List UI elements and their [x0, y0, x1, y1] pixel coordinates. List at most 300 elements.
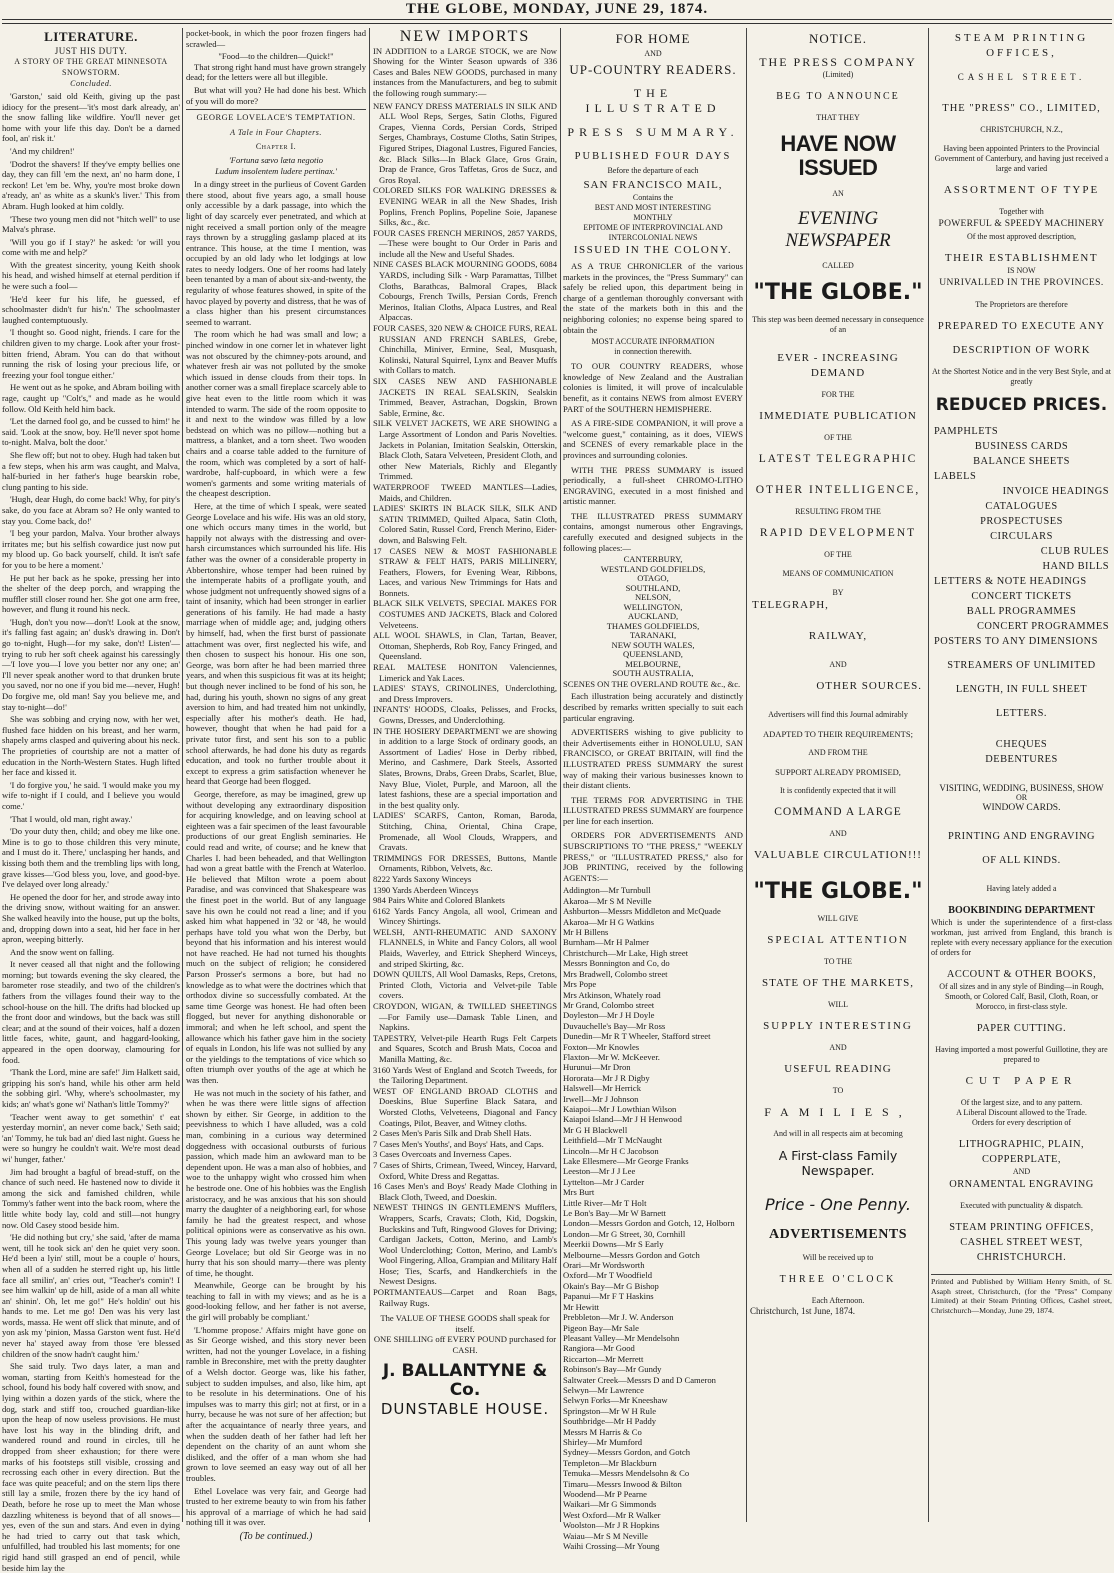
import-item: 984 Pairs White and Colored Blankets — [373, 895, 505, 906]
summary-head-1: FOR HOME — [615, 31, 691, 46]
summary-para: TO OUR COUNTRY READERS, whose knowledge of New Zealand and the Australian colonies is limited, it will prove of incalculable benefit, as it contains NEWS from almost EVERY PART of the SOUTHERN HEMISPHERE. — [563, 361, 743, 414]
import-item: NINE CASES BLACK MOURNING GOODS, 6084 YARDS, including Silk - Warp Paramattas, Tillbet Cloths, Barathcas, Balmoral Crapes, Black Cobourgs, French Twills, Persian Cords, French Merinos, Italian Cloths, Alpaca Lustres, and Real Alpaccas. — [373, 259, 557, 323]
import-item: WEST OF ENGLAND BROAD CLOTHS and Doeskins, Blue Superfine Black Satara, and Worsted Cloths, Velveteens, Diagonal and Fancy Coatings, Pilot, Beaver, and Witney cloths. — [373, 1085, 557, 1128]
agent-entry: Leeston—Mr J J Lee — [563, 1166, 636, 1177]
notice-evening: EVENING NEWSPAPER — [785, 208, 891, 251]
column-divider — [928, 28, 929, 1522]
notice-andfrom: AND FROM THE — [808, 748, 868, 757]
printing-guillotine: Having imported a most powerful Guillotine, they are prepared to — [935, 1045, 1108, 1064]
story-paragraph: She flew off; but not to obey. Hugh had taken but a few steps, when his arm was caught, and Malva, half-buried in her father's huge bearskin robe, clung panting to his side. — [2, 449, 180, 492]
agent-entry: Akaroa—Mr S M Neville — [563, 895, 652, 906]
printing-and: AND — [1012, 1167, 1031, 1176]
place-name: THAMES GOLDFIELDS, — [606, 620, 700, 631]
masthead: THE GLOBE, MONDAY, JUNE 29, 1874. — [405, 1, 709, 17]
printing-debentures: DEBENTURES — [985, 754, 1058, 765]
summary-intercolonial: INTERCOLONIAL NEWS — [608, 233, 698, 242]
story-subtitle: A Tale in Four Chapters. — [230, 127, 322, 137]
import-item: 7 Cases Men's Youths', and Boys' Hats, and Caps. — [373, 1138, 544, 1149]
chapter-paragraph: Ethel Lovelace was very fair, and George had trusted to her extreme beauty to win from his father his approval of a marriage of which he had said nothing till it was over. — [186, 1485, 366, 1528]
import-item: 16 Cases Men's and Boys' Ready Made Clothing in Black Cloth, Tweed, and Doeskin. — [373, 1181, 557, 1202]
summary-para: WITH THE PRESS SUMMARY is issued periodically, a full-sheet CHROMO-LITHO ENGRAVING, executed in a most finished and artistic manner. — [563, 464, 743, 507]
agent-entry: Burnham—Mr H Palmer — [563, 937, 649, 948]
printing-intro: Having been appointed Printers to the Provincial Government of Canterbury, and having just received a large and varied — [934, 144, 1109, 173]
printing-assortment: ASSORTMENT OF TYPE — [943, 184, 1100, 196]
agent-entry: Melbourne—Messrs Gordon and Gotch — [563, 1249, 700, 1260]
agent-entry: Waikari—Mr G Simmonds — [563, 1499, 657, 1510]
agent-entry: Dunedin—Mr R T Wheeler, Stafford street — [563, 1031, 711, 1042]
column-divider — [182, 28, 183, 1522]
printing-powerful: POWERFUL & SPEEDY MACHINERY — [938, 219, 1105, 229]
import-item: SILK VELVET JACKETS, WE ARE SHOWING a Large Assortment of London and Paris Novelties. Jackets in Polanian, Imitation Sealskin, Otterskin, Black Cloth, Satara Velveteen, President Cloth, and other New Materials, Richly and Elegantly Trimmed. — [373, 418, 557, 482]
summary-para: AS A FIRE-SIDE COMPANION, it will prove a "welcome guest," containing, as it does, VIEWS and SCENES of every remarkable place in the provinces and surrounding colonies. — [563, 418, 743, 460]
summary-para: Each illustration being accurately and distinctly described by remarks written specially to suit each particular engraving. — [563, 691, 743, 723]
story-body — [2, 91, 180, 1573]
agent-entry: Selwyn—Mr Lawrence — [563, 1384, 644, 1395]
printing-sizes: Of all sizes and in any style of Binding—in Rough, Smooth, or Colored Calf, Basil, Cloth, Roan, or Morocco, in first-class style. — [939, 982, 1104, 1011]
printing-cut: CUT PAPER — [965, 1075, 1078, 1087]
summary-issued: ISSUED IN THE COLONY. — [573, 244, 733, 256]
notice-advertisers: Advertisers will find this Journal admirably — [768, 710, 908, 719]
printing-service-item: CONCERT PROGRAMMES — [976, 621, 1109, 632]
printing-discount: A Liberal Discount allowed to the Trade. — [956, 1108, 1087, 1117]
printing-bookbinding-text: Which is under the superintendence of a first-class workman, just arrived from England, this branch is replete with every necessary appliance for the execution of orders for — [931, 918, 1112, 957]
notice-three: THREE O'CLOCK — [779, 1274, 897, 1285]
notice-railway: RAILWAY, — [808, 630, 868, 642]
chapter-heading: Chapter I. — [255, 142, 297, 152]
notice-support: SUPPORT ALREADY PROMISED, — [775, 767, 901, 777]
place-name: MELBOURNE, — [625, 658, 681, 669]
printing-press: THE "PRESS" CO., LIMITED, — [942, 103, 1101, 114]
notice-telegraph: TELEGRAPH, — [752, 599, 829, 611]
agent-entry: Prebbleton—Mr J. W. Anderson — [563, 1312, 674, 1323]
agent-entry: Christchurch—Mr Lake, High street — [563, 947, 689, 958]
agent-entry: Southbridge—Mr H Paddy — [563, 1416, 657, 1427]
agent-entry: Lincoln—Mr H C Jacobson — [563, 1145, 659, 1156]
import-item: NEWEST THINGS IN GENTLEMEN'S Mufflers, Wrappers, Scarfs, Cravats; Cloth, Kid, Dogskin, Buckskins and Tuft, Ringwood Gloves for Driving; Cardigan Jackets, Cotton, Merino, and Lamb's Wool Underclothing; Cotton, Merino, and Lamb's Wool Fingering, Alloa, Grampian and Military Half Hose; Ties, Scarfs, and Handkerchiefs in the Newest Designs. — [373, 1202, 557, 1287]
imports-title: NEW IMPORTS — [399, 28, 531, 45]
story-paragraph: He went out as he spoke, and Abram boiling with rage, caught up "Colt's," and made as he would follow. Old Keith held him back. — [2, 382, 180, 414]
printing-letters: LETTERS. — [995, 708, 1048, 719]
printing-reduced: REDUCED PRICES. — [935, 395, 1108, 415]
notice-of: OF THE — [824, 433, 852, 442]
agent-entry: Lake Ellesmere—Mr George Franks — [563, 1156, 689, 1166]
agent-entry: Messrs M Harris & Co — [563, 1426, 642, 1437]
chapter-paragraph: Meanwhile, George can be brought by his teaching to fall in with my views; and as he is a good-looking fellow, and her father is not averse, the girl will probably be compliant.' — [186, 1280, 366, 1323]
notice-by: BY — [832, 588, 844, 597]
place-name: WELLINGTON, — [623, 601, 683, 612]
story-paragraph: And the snow went on falling. — [10, 946, 115, 957]
notice-means: MEANS OF COMMUNICATION — [782, 569, 894, 578]
notice-step: This step was been deemed necessary in consequence of an — [752, 315, 924, 334]
notice-received: Will be received up to — [802, 1253, 874, 1262]
printing-service-item: PROSPECTUSES — [980, 516, 1063, 527]
notice-globe-2: "THE GLOBE." — [753, 879, 923, 904]
notice-and: AND — [829, 660, 847, 669]
printing-service-item: HAND BILLS — [1042, 561, 1109, 572]
agent-entry: Pleasant Valley—Mr Mendelsohn — [563, 1332, 680, 1343]
printing-street: CASHEL STREET. — [957, 72, 1086, 82]
agent-entry: Springston—Mr W H Rule — [563, 1405, 657, 1416]
printing-steam: STEAM PRINTING OFFICES, — [949, 1222, 1094, 1233]
place-name: TARANAKI, — [629, 630, 677, 641]
summary-places — [563, 555, 743, 679]
notice-and2: AND — [829, 829, 847, 838]
printing-service-item: POSTERS TO ANY DIMENSIONS — [934, 636, 1098, 647]
place-name: WESTLAND GOLDFIELDS, — [600, 563, 706, 574]
notice-sources: OTHER SOURCES. — [816, 680, 922, 692]
story-paragraph: She said truly. Two days later, a man and woman, starting from Keith's homestead for the school, found his body half covered with snow, and lying within a dozen yards of the stick, where the dog, stark and stiff too, crouched guardian-like upon the heap of now useless provisions. He must have lost his way in the blinding drift, and wandered round and round in circles, till he dropped from sheer exhaustion; for there were marks of his footsteps still visible, crossing and recrossing each other in every direction. But the face was quite peaceful; and on the stern lips there still lay a smile, frozen there by the icy hand of Death, before he rose up to meet the Man whose dazzling whiteness is beyond that of all snows—yes, even of the sun and stars. And even in dying he had tried to carry out that task which, unfulfilled, had troubled his last moments; for one rigid hand still grasped an end of pencil, while beside him lay the — [2, 1361, 180, 1573]
notice-an: AN — [832, 189, 844, 198]
printing-bookbinding: BOOKBINDING DEPARTMENT — [948, 905, 1095, 916]
summary-connection: in connection therewith. — [614, 347, 692, 357]
summary-head-2: AND — [644, 49, 662, 58]
story-paragraph: 'Hugh, don't you now—don't! Look at the snow, it's falling fast again; an' dusk's drawing in. Don't go to-night, Hugh—for my sake, don't! Listen'—trying to rub her soft cheek against his caressingly—'I love you—I love you better nor any one; an' I'll never speak another word to that drunken brute you saved, nor no one if you bid me—never, Hugh! Do forgive me, old man! Say you believe me, and stay to-night—do!' — [2, 616, 180, 712]
import-item: INFANTS' HOODS, Cloaks, Pelisses, and Frocks, Gowns, Dresses, and Underclothing. — [373, 704, 557, 725]
story-paragraph: 'Do your duty then, child; and obey me like one. Mine is to go to those children this very minute, and I must do it. There,' unclasping her hands, and kissing both them and the trembling lips with long, grave kisses—'God bless you, love, and good-bye. I've delayed over long already.' — [2, 826, 180, 890]
agent-entry: Halswell—Mr Herrick — [563, 1083, 642, 1094]
notice-willgive: WILL GIVE — [817, 914, 859, 923]
story-paragraph: 'I do forgive you,' he said. 'I would make you my wife to-night if I could, and I believe you would come.' — [2, 779, 180, 811]
notice-to: TO — [832, 1086, 844, 1095]
summary-epitome: EPITOME OF INTERPROVINCIAL AND — [583, 223, 723, 232]
summary-monthly: MONTHLY — [633, 213, 673, 222]
place-name: AUCKLAND, — [627, 611, 679, 622]
story-paragraph: 'He did nothing but cry,' she said, 'after de mama went, till he took sick an' den he quiet very soon. He'd been a lyin' still, mout be a couple o' hours, when all of a sudden he sterred right up, his little face all smilin', an' cries out, "Teacher's comin'! I see him walkin' up de hill, aside of a man all white an' shinin'. Oh, let me go!" He's holdin' out his hands to me. Let me go! Den was his very last words, massa. He went off slick that minute, and of yon ask my 'pinion, Massa Garston went fust. He'd never ha' stayed away from those 'ere blessed children of the snow hadn't caught him.' — [2, 1232, 180, 1359]
import-item: SIX CASES NEW AND FASHIONABLE JACKETS IN REAL SEALSKIN, Sealskin Trimmed, Beaver, Astrachan, Dogskin, Brown Sable, Ermine, &c. — [373, 376, 557, 418]
story-quote: "Food—to the children—Quick!" — [218, 51, 334, 62]
agent-entry: Woolston—Mr J R Hopkins — [563, 1520, 660, 1531]
agent-entry: Okain's Bay—Mr G Bishop — [563, 1280, 659, 1291]
printing-streamers-2: LENGTH, IN FULL SHEET — [955, 684, 1088, 695]
story-paragraph: 'That I would, old man, right away.' — [10, 813, 133, 824]
printing-service-item: PAMPHLETS — [934, 426, 999, 437]
summary-title-2: PRESS SUMMARY. — [567, 125, 739, 139]
imports-discount: ONE SHILLING off EVERY POUND purchased for CASH. — [373, 1334, 557, 1356]
summary-para: ADVERTISERS wishing to give publicity to their Advertisements either in HONOLULU, SAN FRANCISCO, or GREAT BRITAIN, will find the ILLUSTRATED PRESS SUMMARY the surest way of making their various businesses known to their distant clients. — [563, 727, 743, 791]
agent-entry: Mr H Billens — [563, 927, 609, 938]
printing-window: WINDOW CARDS. — [982, 803, 1061, 813]
story-paragraph: 'Let the darned fool go, and be cussed to him!' he said. 'Look at the snow, boy. He'll never spot home to-night. Malva, bolt the door.' — [2, 416, 180, 448]
printing-service-item: INVOICE HEADINGS — [1002, 486, 1109, 497]
agent-entry: Hororata—Mr J R Digby — [563, 1072, 650, 1083]
agent-entry: Mr Hewitt — [563, 1301, 600, 1312]
printing-cheques: CHEQUES — [995, 739, 1048, 750]
chapter-paragraph: 'L'homme propose.' Affairs might have gone on as Sir George wished, and this story never been written, had not the younger Lovelace, in a fishing ramble in Breconshire, met with the pretty daughter of a Welsh doctor. George was, like his father, subject to sudden impulses, and also, like him, apt to be resolute in his determinations. One of his impulses was to marry this girl; not at first, or in a hurry, because he was not sure of her affection; but after the acquaintance of nearly three years, and when the sudden death of her father had left her dependent on the charity of an aunt whom she disliked, and the offer of a man whom she had grown to love seemed an easy way out of all her troubles. — [186, 1324, 366, 1483]
summary-para: ORDERS FOR ADVERTISEMENTS AND SUBSCRIPTIONS TO "THE PRESS," "WEEKLY PRESS," or "ILLUSTRATED PRESS," also for JOB PRINTING, received by the following AGENTS:— — [563, 830, 743, 883]
agent-entry: Irwell—Mr J Johnson — [563, 1093, 639, 1104]
place-name: NEW SOUTH WALES, — [611, 639, 695, 650]
agent-entry: London—Messrs Gordon and Gotch, 12, Holborn — [563, 1218, 735, 1229]
notice-special: SPECIAL ATTENTION — [767, 934, 909, 946]
agent-entry: Le Bon's Bay—Mr W Barnett — [563, 1208, 666, 1219]
story-paragraph: That strong right hand must have grown strangely dead; for the letters were all but illegible. — [186, 61, 366, 83]
import-item: COLORED SILKS FOR WALKING DRESSES & EVENING WEAR in all the New Shades, Irish Poplins, French Poplins, Popeline Soie, Japanese Silks, &c., &c. — [373, 185, 557, 228]
agent-entry: Templeton—Mr Blackburn — [563, 1457, 657, 1468]
section-title: LITERATURE. — [44, 29, 138, 44]
notice-price: Price - One Penny. — [764, 1195, 911, 1214]
printing-description: DESCRIPTION OF WORK — [952, 345, 1091, 356]
agent-entry: Doyleston—Mr J H Doyle — [563, 1010, 655, 1021]
summary-before: Before the departure of each — [607, 166, 699, 175]
printing-engraving: PRINTING AND ENGRAVING — [947, 831, 1096, 842]
agent-entry: Messrs Bonnington and Co, do — [563, 958, 670, 969]
agent-entry: Leithfield—Mr T McNaught — [563, 1135, 662, 1146]
printing-together: Together with — [999, 207, 1044, 216]
chapter-body — [186, 179, 366, 1528]
notice-company: THE PRESS COMPANY — [759, 55, 917, 69]
summary-contains: Contains the — [632, 193, 674, 202]
printing-isnow: IS NOW — [1007, 266, 1036, 275]
notice-aim: And will in all respects aim at becoming — [773, 1129, 903, 1138]
story-paragraph: 'I thought so. Good night, friends. I care for the children given to my charge. Look after your frost-bitten friend, Abram. You can do that without running the risk of losing your precious life, or freezing your fool tongue either.' — [2, 327, 180, 380]
import-item: FOUR CASES, 320 NEW & CHOICE FURS, REAL RUSSIAN AND FRENCH SABLES, Grebe, Chinchilla, Miniver, Ermine, Seal, Musquash, Kolinski, Natural Squirrel, Lynx and Beaver Muffs with Collars to match. — [373, 323, 557, 376]
printing-service-item: LABELS — [934, 471, 977, 482]
agent-entry: Ashburton—Messrs Middleton and McQuade — [563, 906, 721, 917]
printing-visiting: VISITING, WEDDING, BUSINESS, SHOW — [939, 783, 1104, 793]
notice-tothe: TO THE — [824, 957, 852, 966]
import-item: REAL MALTESE HONITON Valenciennes, Limerick and Yak Laces. — [373, 662, 557, 683]
story-paragraph: But what will you? He had done his best. Which of you will do more? — [186, 84, 366, 106]
printing-title: STEAM PRINTING OFFICES, — [954, 32, 1089, 59]
import-item: PORTMANTEAUS—Carpet and Roan Bags, Railway Rugs. — [373, 1287, 557, 1308]
story-paragraph: Jim had brought a bagful of bread-stuff, on the chance of such need. He hastened now to divide it among the sick and famished children, while Tommy's father went into the back room, where the little white body lay, cold and still—not hungry now. Old Casey stood beside him. — [2, 1166, 180, 1230]
agent-entry: Flaxton—Mr W. McKeever. — [563, 1051, 660, 1062]
printing-service-item: BALL PROGRAMMES — [966, 606, 1077, 617]
notice-each: Each Afternoon. — [811, 1296, 865, 1305]
chapter-motto: 'Fortuna sævo læta negotio Ludum insolentem ludere pertinax.' — [215, 154, 337, 176]
agent-entry: Mrs Atkinson, Whately road — [563, 989, 661, 1000]
notice-valuable: VALUABLE CIRCULATION!!! — [754, 849, 922, 861]
printing-service-item: LETTERS & NOTE HEADINGS — [934, 576, 1087, 587]
agent-entry: Little River—Mr T Holt — [563, 1197, 647, 1208]
agent-entry: Mr G H Blackwell — [563, 1124, 628, 1135]
imports-value: The VALUE OF THESE GOODS shall speak for itself. — [380, 1313, 550, 1334]
import-item: 2 Cases Men's Paris Silk and Drab Shell Hats. — [373, 1128, 532, 1139]
printing-service-item: CLUB RULES — [1040, 546, 1109, 557]
continued-note: (To be continued.) — [239, 1530, 313, 1542]
story-paragraph: She was sobbing and crying now, with her wet, flushed face hidden on his breast, and her warm, shapely arms clasped and quivering about his neck. The proprieties of courtship are not a matter of education in the North-Western States. Hugh lifted her face and kissed it. — [2, 714, 180, 778]
agent-entry: Shirley—Mr Mumford — [563, 1436, 643, 1447]
notice-latest: LATEST TELEGRAPHIC — [758, 453, 918, 465]
notice-demand: EVER - INCREASING DEMAND — [777, 352, 899, 379]
printing-service-item: CATALOGUES — [985, 501, 1058, 512]
masthead-rule-2 — [2, 23, 1112, 24]
summary-column — [563, 28, 743, 1552]
printing-column — [931, 28, 1112, 1523]
agent-entry: Timaru—Messrs Inwood & Bilton — [563, 1478, 682, 1489]
import-item: LADIES' STAYS, CRINOLINES, Underclothing, and Dress Improvers. — [373, 683, 557, 704]
notice-resulting: RESULTING FROM THE — [795, 507, 881, 516]
import-item: 1390 Yards Aberdeen Winceys — [373, 884, 479, 895]
agent-entry: Foxton—Mr Knowles — [563, 1041, 640, 1052]
printing-prepared: PREPARED TO EXECUTE ANY — [937, 321, 1106, 332]
printing-cashel: CASHEL STREET WEST, — [960, 1237, 1083, 1248]
notice-family: A First-class Family Newspaper. — [778, 1148, 898, 1178]
story-paragraph: 'I beg your pardon, Malva. Your brother always irritates me; but his selfish cowardice just now put my blood up. Go back yourself, child. It isn't safe for you to be here a moment.' — [2, 528, 180, 570]
temptation-column — [186, 28, 366, 1542]
story-title: JUST HIS DUTY. — [54, 45, 128, 56]
agents-list — [563, 885, 743, 1551]
story-paragraph: 'Garston,' said old Keith, giving up the past idiocy for the present—'it's most dark already, an' the snow falling like wildfire. You'll never get home with your life this day. Don't be a darned fool, an' risk it.' — [2, 90, 180, 144]
import-item: 17 CASES NEW & MOST FASHIONABLE STRAW & FELT HATS, PARIS MILLINERY, Feathers, Flowers, for Evening Wear, Ribbons, Laces, and various New Trimmings for Hats and Bonnets. — [373, 545, 557, 598]
import-item: 8222 Yards Saxony Winceys — [373, 873, 472, 884]
agent-entry: Waiau—Mr S M Neville — [563, 1530, 648, 1541]
agent-entry: Mrs Burt — [563, 1187, 595, 1198]
notice-that: THAT THEY — [816, 113, 860, 122]
import-item: LADIES' SKIRTS IN BLACK SILK, SILK AND SATIN TRIMMED, Quilted Alpaca, Satin Cloth, Colored Satin, Russel Cord, French Merino, Eider-down, and Balswing Felt. — [373, 503, 557, 545]
notice-ofthe: OF THE — [824, 550, 852, 559]
agent-entry: Mrs Pope — [563, 979, 597, 990]
agent-entry: Selwyn Forks—Mr Kneeshaw — [563, 1395, 668, 1406]
import-item: 3 Cases Overcoats and Inverness Capes. — [373, 1149, 512, 1160]
printing-service-item: CONCERT TICKETS — [971, 591, 1072, 602]
agent-entry: Kaiapoi—Mr J Lowthian Wilson — [563, 1103, 677, 1114]
import-item: 3160 Yards West of England and Scotch Tweeds, for the Tailoring Department. — [373, 1064, 557, 1086]
printing-service-item: BUSINESS CARDS — [974, 441, 1069, 452]
import-item: BLACK SILK VELVETS, SPECIAL MAKES FOR COSTUMES AND JACKETS, Black and Colored Velveteens. — [373, 598, 557, 630]
story-lead: pocket-book, in which the poor frozen fingers had scrawled— — [186, 28, 366, 49]
summary-para: THE TERMS FOR ADVERTISING in THE ILLUSTRATED PRESS SUMMARY are fourpence per line for each insertion. — [563, 794, 743, 826]
column-divider — [746, 28, 747, 1522]
printing-largest: Of the largest size, and to any pattern. — [960, 1098, 1083, 1107]
printing-approved: Of the most approved description, — [966, 232, 1077, 241]
agent-entry: Papanui—Mr F T Haskins — [563, 1291, 654, 1302]
story-paragraph: He put her back as he spoke, pressing her into the shelter of the deep porch, and wrapping the muffler still closer round her. She got one arm free, however, and flung it round his neck. — [2, 572, 180, 615]
story-ending — [186, 62, 366, 106]
notice-immediate: IMMEDIATE PUBLICATION — [759, 410, 917, 422]
import-item: CROYDON, WIGAN, & TWILLED SHEETINGS—For Family use—Damask Table Linen, and Napkins. — [373, 1001, 557, 1033]
agent-entry: Mrs Bradwell, Colombo street — [563, 968, 668, 979]
place-name: SOUTHLAND, — [625, 582, 681, 593]
notice-for: FOR THE — [821, 390, 855, 399]
agent-entry: Kaiapoi Island—Mr J H Henwood — [563, 1114, 682, 1125]
story-paragraph: 'These two young men did not "hitch well" to use Malva's phrase. — [2, 213, 180, 235]
firm-name: J. BALLANTYNE & Co. — [382, 1360, 548, 1400]
agent-entry: Orari—Mr Wordsworth — [563, 1260, 645, 1271]
place-name: CANTERBURY, — [623, 554, 683, 565]
printing-unrivalled: UNRIVALLED IN THE PROVINCES. — [939, 278, 1104, 288]
import-item: TAPESTRY, Velvet-pile Hearth Rugs Felt Carpets and Squares, Scotch and Brush Mats, Cocoa and Manilla Matting, &c. — [373, 1032, 557, 1064]
printing-orders: Orders for every description of — [971, 1118, 1072, 1127]
imports-column — [373, 28, 557, 1523]
printing-copper: COPPERPLATE, — [981, 1154, 1062, 1165]
notice-other: OTHER INTELLIGENCE, — [755, 484, 921, 496]
story-paragraph: It never ceased all that night and the following morning; but towards evening the sky cleared, the barometer rose steadily, and two of the children's fathers from the villages found their way to the school-house on the hill. The drifts had blocked up the front door and windows, but the back was still clear; and at the sound of their voices, half a dozen little faces, white, gaunt, and haggard-looking, appeared in the open doorway, clamouring for food. — [2, 959, 180, 1065]
story-title: GEORGE LOVELACE'S TEMPTATION. — [186, 109, 366, 123]
summary-published: PUBLISHED FOUR DAYS — [574, 151, 732, 162]
printing-paper: PAPER CUTTING. — [976, 1023, 1067, 1034]
imports-intro: IN ADDITION to a LARGE STOCK, we are Now Showing for the Winter Season upwards of 336 Cases and Bales NEW GOODS, purchased in many instances from the Manufacturers, and beg to submit the following rough summary:— — [373, 45, 557, 98]
notice-and3: AND — [829, 1043, 847, 1052]
notice-supply: SUPPLY INTERESTING — [763, 1020, 913, 1032]
story-paragraph: 'Hugh, dear Hugh, do come back! Why, for pity's sake, do you face at Abram so? He only wanted to stay you. Come back, do!' — [2, 494, 180, 526]
printing-proprietors: The Proprietors are therefore — [975, 300, 1068, 309]
summary-para: THE ILLUSTRATED PRESS SUMMARY contains, amongst numerous other Engravings, carefully executed and designed subjects in the following places:— — [563, 510, 743, 553]
notice-issued: HAVE NOW ISSUED — [780, 131, 896, 180]
notice-will: WILL — [828, 1000, 848, 1009]
notice-beg: BEG TO ANNOUNCE — [776, 91, 900, 102]
import-item: WATERPROOF TWEED MANTLES—Ladies, Maids, and Children. — [373, 481, 557, 503]
agent-entry: Hurunui—Mr Dron — [563, 1062, 631, 1073]
agent-entry: Lyttelton—Mr J Carder — [563, 1176, 645, 1187]
place-name: NELSON, — [634, 592, 672, 603]
agent-entry: Sydney—Messrs Gordon, and Gotch — [563, 1447, 690, 1458]
notice-column — [750, 28, 926, 1523]
column-divider — [369, 28, 370, 1522]
story-paragraph: 'Dodrot the shavers! If they've empty bellies one day, they can fill 'em the next, an' no harm done, I reckon! Let 'em be. Why, you're most broke down a'ready, an' as white as a skunk's liver.' This from Abram. Hugh looked at him coldly. — [2, 158, 180, 211]
printing-service-item: CIRCULARS — [990, 531, 1053, 542]
import-item: IN THE HOSIERY DEPARTMENT we are showing in addition to a large Stock of ordinary goods, an Assortment of Ladies' Hose in Derby ribbed, Merino, and Cashmere, Dark Steels, Assorted Slates, Browns, Drabs, Green Drabs, Scarlet, Blue, Navy Blue, Violet, Purple, and Maroon, all the latest fashions, these are a special importation and in the best quality only. — [373, 725, 557, 810]
notice-state: STATE OF THE MARKETS, — [762, 977, 914, 989]
place-name: QUEENSLAND, — [623, 649, 683, 660]
chapter-paragraph: Here, at the time of which I speak, were seated George Lovelace and his wife. His was an old story, one which occurs many times in the world, but happily not always with the distressing and over-harsh circumstances which surrounded his life. His father was the owner of a considerable property in Abbertonshire, whose temper had been ruined by the intemperate habits of a profligate youth, and whose judgment not unfrequently showed signs of a taint of insanity, which had been stronger in earlier generations of his family. He had made a hasty marriage when of middle age; and, judging others by himself, had, when the first burst of passionate attachment was over, first neglected his wife, and then chosen to suspect his honour. His one son, George, was born after he had been married three years, and when this suspicious fit was at its height; but though never inclined to be fond of his son, he had, during his youth, shown no signs of any great aversion to him, and had treated him not unkindly, especially after his mother's death. He had, however, thought that when he had paid for a private tutor first, and sent his son to a public school afterwards, he had done his duty as regards education, and took no further trouble about it except to express a grim satisfaction whenever he heard that George had been flogged. — [186, 500, 366, 787]
agent-entry: Woodend—Mr P Pearne — [563, 1489, 647, 1499]
story-paragraph: 'Will you go if I stay?' he asked: 'or will you come with me and help?' — [2, 236, 180, 258]
story-paragraph: 'And my children!' — [10, 145, 75, 156]
summary-scenes: SCENES ON THE OVERLAND ROUTE &c., &c. — [563, 678, 741, 689]
story-paragraph: With the greatest sincerity, young Keith shook his head, and wished himself at eternal perdition if he were such a fool— — [2, 259, 180, 292]
agent-entry: Riccarton—Mr Merrett — [563, 1353, 644, 1364]
printing-executed: Executed with punctuality & dispatch. — [960, 1201, 1083, 1210]
agent-entry: Oxford—Mr T Woodfield — [563, 1270, 653, 1281]
notice-families: FAMILIES, — [764, 1105, 912, 1119]
summary-title-1: THE ILLUSTRATED — [585, 86, 721, 115]
notice-useful: USEFUL READING — [784, 1063, 892, 1075]
import-item: DOWN QUILTS, All Wool Damasks, Reps, Cretons, Printed Cloth, Victoria and Velvet-pile Table covers. — [373, 969, 557, 1001]
story-subtitle: A STORY OF THE GREAT MINNESOTA SNOWSTORM. — [14, 57, 168, 77]
summary-mail: SAN FRANCISCO MAIL, — [583, 179, 723, 191]
notice-globe: "THE GLOBE." — [753, 280, 923, 305]
agent-entry: Waihi Crossing—Mr Young — [563, 1541, 660, 1552]
printing-imprint: Printed and Published by William Henry Smith, of St. Asaph street, Christchurch, (for the "Press" Company Limited) at their Steam Printing Offices, Cashel street, Christchurch—Monday, June 29, 1874. — [931, 1274, 1112, 1315]
agent-entry: Meerkii Downs—Mr S Early — [563, 1239, 664, 1250]
agent-entry: Duvauchelle's Bay—Mr Ross — [563, 1020, 666, 1031]
printing-lately: Having lately added a — [986, 884, 1057, 893]
notice-date: Christchurch, 1st June, 1874. — [750, 1306, 855, 1316]
story-paragraph: 'He'd keer fur his life, he guessed, ef schoolmaster didn't fur his'n.' The schoolmaster laughed contemptuously. — [2, 293, 180, 325]
printing-streamers: STREAMERS OF UNLIMITED — [947, 660, 1096, 671]
printing-litho: LITHOGRAPHIC, PLAIN, — [958, 1139, 1085, 1150]
agent-entry: Rangiora—Mr Good — [563, 1343, 635, 1354]
notice-limited: (Limited) — [822, 70, 854, 79]
import-item: NEW FANCY DRESS MATERIALS IN SILK AND ALL Wool Reps, Serges, Satin Cloths, Figured Crapes, Vienna Cords, Persian Cords, Striped Serges, Chambrays, Costume Cloths, Satin Stripes, Figured Stripes, Diagonal Lustres, Figured Fancies, &c. Black Silks—In Black Glace, Gros Grain, Drap de France, Gros Taffetas, Gros de Sucz, and Gros Royal. — [373, 100, 557, 185]
printing-services — [931, 424, 1112, 649]
story-paragraph: He opened the door for her, and strode away into the driving snow, without waiting for an answer. She walked heavily into the house, put up the bolts, and, dropping down into a seat, hid her face in her apron, weeping bitterly. — [2, 891, 180, 945]
printing-notice: At the Shortest Notice and in the very Best Style, and at greatly — [931, 367, 1112, 386]
printing-or: OR — [1015, 793, 1028, 802]
agent-entry: Addington—Mr Turnbull — [563, 885, 651, 896]
printing-account: ACCOUNT & OTHER BOOKS, — [946, 969, 1097, 980]
place-name: SOUTH AUSTRALIA, — [612, 668, 694, 679]
story-status: Concluded. — [70, 79, 112, 89]
column-divider — [560, 28, 561, 1522]
chapter-paragraph: George, therefore, as may be imagined, grew up without developing any extraordinary disposition for acquiring knowledge, and on leaving school at eighteen was a fair specimen of the least favourable productions of our great English seminaries. He could read and write, of course; and he knew that Charles I. had been beheaded, and that Wellington had won a great battle with the French at Waterloo. He believed that Milton wrote a poem about Paradise, and was convinced that Shakespeare was the finest poet in the world. But of any language save his own he could not read a line; and if you asked him what happened in '32 or '48, he would perhaps have told you what won the Derby, but beyond that his information and his interest would not have reached. He had not turned his thoughts much on the subject of religion; he considered Parson Prosser's sermons a bore, but had no knowledge as to what were the doctrines which that orthodox divine so successfully combated. At the same time George was honest. He had often been flogged, but never for anything dishonorable or immoral; and when he left school, and spent the allowance which his father gave him in the society of equals in London, his life was not sullied by any or the yieldings to the temptations of vice which so often triumph over youths of the age at which he was then. — [186, 788, 366, 1085]
printing-city: CHRISTCHURCH, N.Z., — [980, 125, 1063, 134]
import-item: FOUR CASES FRENCH MERINOS, 2857 YARDS,—These were bought to Our Order in Paris and include all the New and Useful Shades. — [373, 227, 557, 259]
agent-entry: Robinson's Bay—Mr Gundy — [563, 1364, 662, 1375]
import-item: 6162 Yards Fancy Angola, all wool, Crimean and Wincey Shirtings. — [373, 905, 557, 927]
agent-entry: Mr Grand, Colombo street — [563, 999, 655, 1010]
printing-ornamental: ORNAMENTAL ENGRAVING — [949, 1179, 1094, 1190]
firm-house: DUNSTABLE HOUSE. — [380, 1399, 550, 1418]
agent-entry: Saltwater Creek—Messrs D and D Cameron — [563, 1374, 716, 1385]
printing-chch: CHRISTCHURCH. — [976, 1252, 1067, 1263]
story-paragraph: 'Teacher went away to get somethin' t' eat yesterday mornin', an never come back,' Seth said; 'an' Tommy, he tuk bad an' died last night. Guess he were so hungry he couldn't wait. We're most dead wi' hunger, father.' — [2, 1111, 180, 1164]
literature-column — [2, 28, 180, 1573]
notice-title: NOTICE. — [809, 31, 867, 46]
agent-entry: Temuka—Messrs Mendelsohn & Co — [563, 1468, 690, 1479]
notice-adverts: ADVERTISEMENTS — [769, 1227, 907, 1242]
